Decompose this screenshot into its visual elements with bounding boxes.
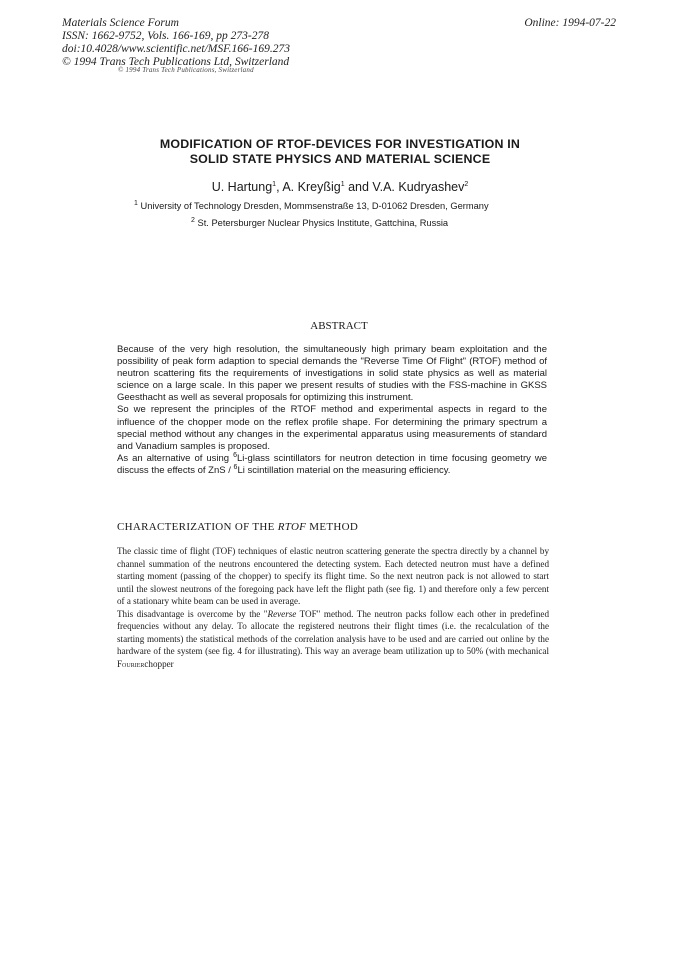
affiliation-mark: 1 <box>134 199 138 207</box>
abstract-heading: ABSTRACT <box>310 320 368 332</box>
abstract-text: Li scintillation material on the measuring efficiency. <box>237 464 451 476</box>
online-date: Online: 1994-07-22 <box>524 17 616 29</box>
journal-name: Materials Science Forum <box>62 17 179 29</box>
author-name: A. Kreyßig <box>282 180 341 194</box>
title-line-1: MODIFICATION OF RTOF-DEVICES FOR INVESTIGATION IN <box>159 137 521 151</box>
section-heading-emph: RTOF <box>277 521 307 533</box>
body-smallcaps: Fourier <box>117 658 145 669</box>
body-text: chopper <box>144 658 174 669</box>
body-text: This disadvantage is overcome by the " <box>117 608 268 619</box>
issn-line: ISSN: 1662-9752, Vols. 166-169, pp 273-278 <box>62 30 269 42</box>
author-affiliation-mark: 1 <box>272 180 277 188</box>
abstract-paragraph: So we represent the principles of the RTOF method and experimental aspects in regard to the influence of the chopper mode on the reflex profile shape. For determining the primary spectrum a special method without any changes in the experimental apparatus using measurements of standard and Vanadium samples is proposed. <box>117 404 547 452</box>
abstract-text: As an alternative of using <box>117 452 234 464</box>
affiliation-2 <box>191 218 448 228</box>
paper-title <box>110 137 570 167</box>
affiliation-text: University of Technology Dresden, Mommsenstraße 13, D-01062 Dresden, Germany <box>140 201 489 211</box>
body-paragraph: The classic time of flight (TOF) techniques of elastic neutron scattering generate the spectra directly by a channel by channel summation of the neutrons encountered the detecting system. Each detected neutron must have a defined starting moment (passing of the chopper) to specify its flight time. So the next neutron pack is not allowed to start until the slowest neutrons of the foregoing pack have left the flight path (see fig. 1) and therefore only a few percent of a stationary white beam can be used in average. <box>117 546 549 606</box>
author-affiliation-mark: 2 <box>464 180 469 188</box>
body-paragraph <box>117 608 549 671</box>
section-heading <box>117 521 358 533</box>
body-text: TOF" method. The neutron packs follow each other in predefined frequencies without any delay. To allocate the registered neutrons their flight times (i.e. the recalculation of the starting moments) the statistical methods of the correlation analysis have to be used and are carried out online by the hardware of the system (see fig. 4 for illustrating). This way an average beam utilization up to 50% (with mechanical <box>117 608 549 656</box>
affiliation-text: St. Petersburger Nuclear Physics Institute, Gattchina, Russia <box>197 218 449 228</box>
author-affiliation-mark: 1 <box>340 180 345 188</box>
author-separator: , <box>276 180 283 194</box>
isotope-mark: 6 <box>233 451 237 459</box>
page-copyright: © 1994 Trans Tech Publications, Switzerland <box>118 66 254 74</box>
abstract-text: Li-glass scintillators for neutron detection in time focusing geometry we discuss the effects of ZnS / <box>117 452 547 476</box>
section-heading-text: CHARACTERIZATION OF THE <box>117 521 278 533</box>
doi-link[interactable]: doi:10.4028/www.scientific.net/MSF.166-169.273 <box>62 43 290 55</box>
isotope-mark: 6 <box>233 463 238 471</box>
body-emph: Reverse <box>267 608 297 619</box>
author-name: U. Hartung <box>211 180 273 194</box>
journal-header <box>62 17 290 69</box>
abstract-body <box>117 344 547 477</box>
author-list <box>110 180 570 194</box>
section-heading-text: METHOD <box>306 521 359 533</box>
affiliation-mark: 2 <box>191 216 195 224</box>
abstract-paragraph <box>117 453 547 477</box>
title-line-2: SOLID STATE PHYSICS AND MATERIAL SCIENCE <box>189 152 491 166</box>
section-body <box>117 545 549 670</box>
copyright-line: © 1994 Trans Tech Publications Ltd, Switzerland <box>62 56 290 68</box>
author-separator: and <box>344 180 373 194</box>
abstract-paragraph: Because of the very high resolution, the simultaneously high primary beam exploitation and the possibility of peak form adaption to special demands the "Reverse Time Of Flight" (RTOF) method of neutron scattering fits the requirements of investigations in solid state physics as well as material science on a large scale. In this paper we present results of studies with the FSS-machine in GKSS Geesthacht as well as several proposals for optimizing this instrument. <box>117 344 547 404</box>
author-name: V.A. Kudryashev <box>372 180 465 194</box>
affiliation-1 <box>134 201 489 211</box>
